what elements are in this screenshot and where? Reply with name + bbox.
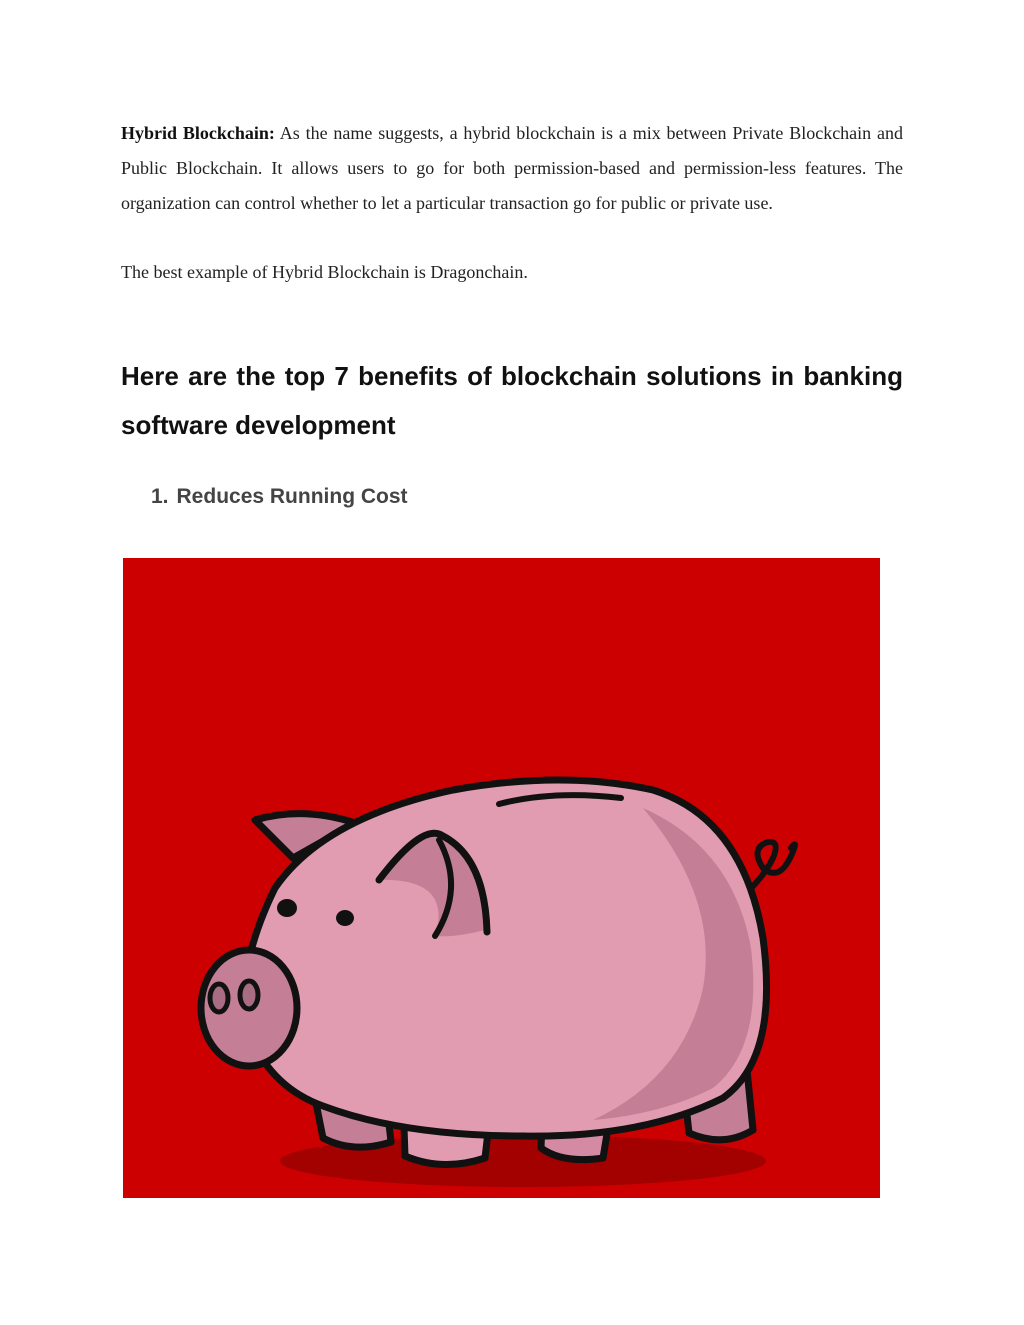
left-nostril [210,984,228,1012]
list-number: 1. [151,485,169,508]
section-heading: Here are the top 7 benefits of blockchain solutions in banking software development [121,361,903,440]
example-line: The best example of Hybrid Blockchain is Dragonchain. [121,262,528,282]
piggy-bank-image [123,558,880,1198]
paragraph-text: As the name suggests, a hybrid blockchain is a mix between Private Blockchain and Public Blockchain. It allows users to go for both permission-based and permission-less features. The organization can control whether to let a particular transaction go for public or private use. [121,123,903,213]
right-eye [336,910,354,926]
term-label: Hybrid Blockchain: [121,123,275,143]
left-eye [277,899,297,917]
hybrid-blockchain-paragraph [121,116,903,221]
list-item-heading [151,481,408,513]
piggy-bank-illustration [123,558,880,1198]
list-item-label: Reduces Running Cost [176,485,408,508]
right-nostril [240,981,258,1009]
